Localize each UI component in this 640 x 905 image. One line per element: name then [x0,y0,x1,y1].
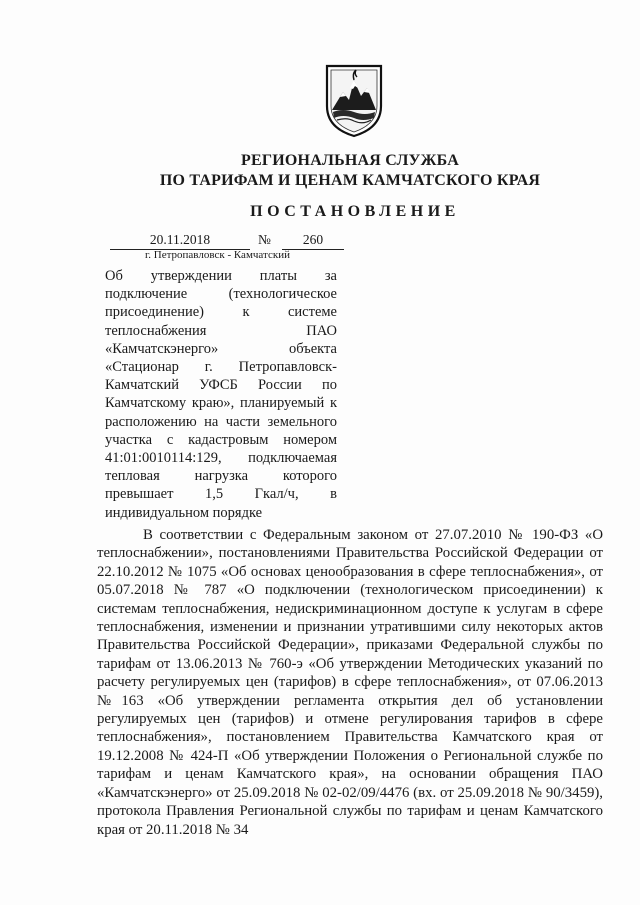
document-number: 260 [282,232,344,250]
document-subject: Об утверждении платы за подключение (технологическое присоединение) к системе теплоснабжения ПАО «Камчатскэнерго» объекта «Стационар г. Петропавловск-Камчатский УФСБ России по Камчатскому краю», планируемый к расположению на части земельного участка с кадастровым номером 41:01:0010114:129, подключаемая тепловая нагрузка которого превышает 1,5 Гкал/ч, в индивидуальном порядке [105,268,337,521]
document-date: 20.11.2018 [110,232,250,250]
organization-name-line1: РЕГИОНАЛЬНАЯ СЛУЖБА [241,152,459,169]
organization-name-line2: ПО ТАРИФАМ И ЦЕНАМ КАМЧАТСКОГО КРАЯ [159,172,541,189]
document-city: г. Петропавловск - Камчатский [145,249,290,261]
document-type-title: ПОСТАНОВЛЕНИЕ [250,203,460,220]
number-sign: № [258,232,271,247]
kamchatka-coat-of-arms-icon [323,62,385,138]
registration-row [110,232,350,250]
document-body-paragraph: В соответствии с Федеральным законом от 27.07.2010 № 190-ФЗ «О теплоснабжении», постановлениями Правительства Российской Федерации от 22.10.2012 № 1075 «Об основах ценообразования в сфере теплоснабжения», от 05.07.2018 № 787 «О подключении (технологическом присоединении) к системам теплоснабжения, недискриминационном доступе к услугам в сфере теплоснабжения, изменении и признании утратившими силу некоторых актов Правительства Российской Федерации», приказами Федеральной службы по тарифам от 13.06.2013 № 760-э «Об утверждении Методических указаний по расчету регулируемых цен (тарифов) в сфере теплоснабжения», от 07.06.2013 №163 «Об утверждении регламента открытия дел об установлении регулируемых цен (тарифов) и отмене регулирования тарифов в сфере теплоснабжения», постановлением Правительства Камчатского края от 19.12.2008 № 424-П «Об утверждении Положения о Региональной службе по тарифам и ценам Камчатского края», на основании обращения ПАО «Камчатскэнерго» от 25.09.2018 № 02-02/09/4476 (вх. от 25.09.2018 № 90/3459), протокола Правления Региональной службы по тарифам и ценам Камчатского края от 20.11.2018 № 34 [97,527,603,838]
